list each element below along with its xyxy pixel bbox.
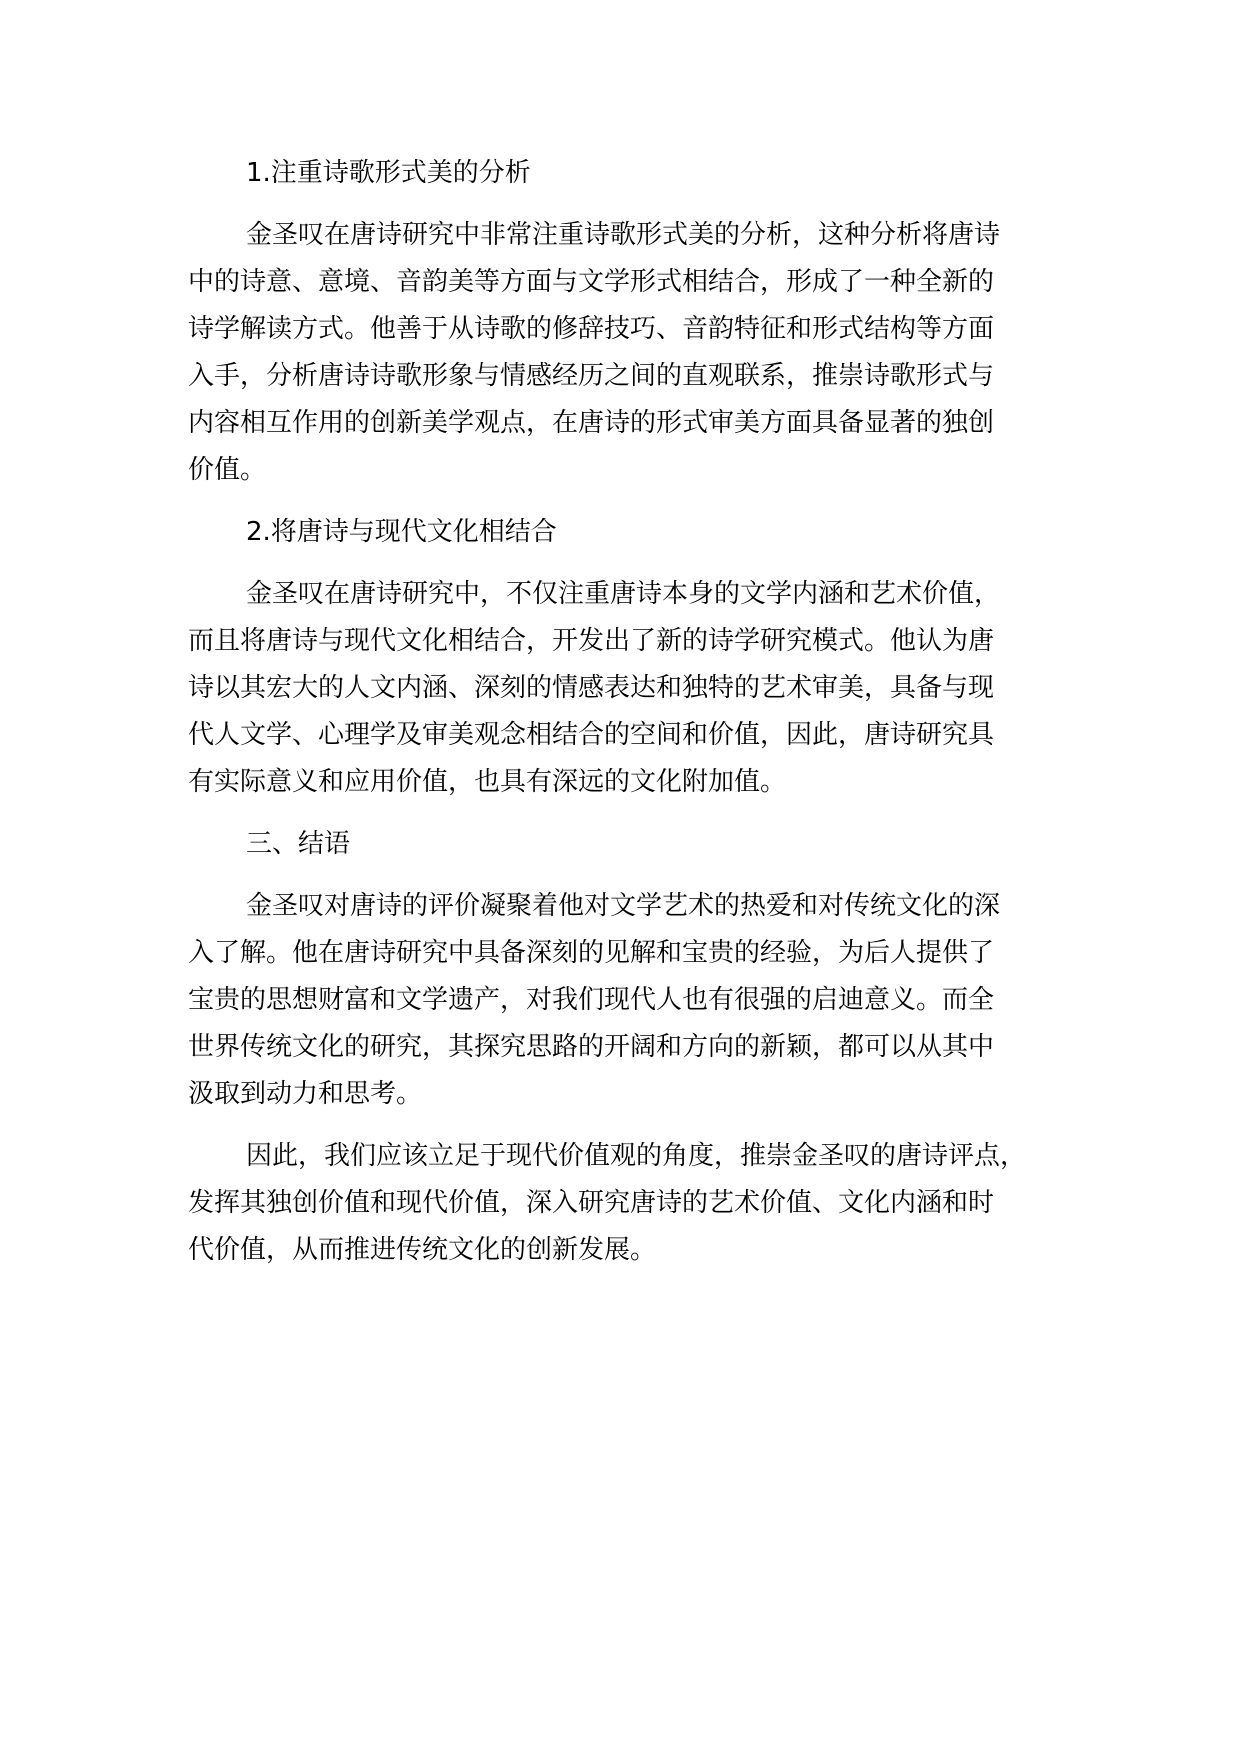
paragraph-line: 中的诗意、意境、音韵美等方面与文学形式相结合，形成了一种全新的 — [188, 267, 995, 297]
section-heading-conclusion: 三、结语 — [246, 829, 351, 859]
paragraph-line: 世界传统文化的研究，其探究思路的开阔和方向的新颖，都可以从其中 — [188, 1032, 995, 1062]
paragraph-line: 入手，分析唐诗诗歌形象与情感经历之间的直观联系，推崇诗歌形式与 — [188, 361, 995, 391]
paragraph-line: 金圣叹在唐诗研究中，不仅注重唐诗本身的文学内涵和艺术价值， — [246, 579, 1001, 609]
paragraph-line: 金圣叹对唐诗的评价凝聚着他对文学艺术的热爱和对传统文化的深 — [246, 891, 1001, 921]
paragraph-line: 诗学解读方式。他善于从诗歌的修辞技巧、音韵特征和形式结构等方面 — [188, 314, 995, 344]
paragraph-line: 因此，我们应该立足于现代价值观的角度，推崇金圣叹的唐诗评点， — [246, 1141, 1027, 1171]
paragraph-1 — [188, 212, 1048, 494]
paragraph-line: 而且将唐诗与现代文化相结合，开发出了新的诗学研究模式。他认为唐 — [188, 626, 995, 656]
paragraph-line: 入了解。他在唐诗研究中具备深刻的见解和宝贵的经验，为后人提供了 — [188, 938, 995, 968]
paragraph-3 — [188, 883, 1048, 1118]
section-heading-1: 1.注重诗歌形式美的分析 — [246, 158, 531, 188]
paragraph-line: 宝贵的思想财富和文学遗产，对我们现代人也有很强的启迪意义。而全 — [188, 985, 995, 1015]
paragraph-line: 价值。 — [188, 455, 267, 485]
paragraph-line: 金圣叹在唐诗研究中非常注重诗歌形式美的分析，这种分析将唐诗 — [246, 220, 1001, 250]
paragraph-2 — [188, 571, 1048, 806]
document-body — [188, 150, 1048, 1289]
paragraph-line: 汲取到动力和思考。 — [188, 1079, 423, 1109]
paragraph-line: 有实际意义和应用价值，也具有深远的文化附加值。 — [188, 767, 787, 797]
paragraph-line: 发挥其独创价值和现代价值，深入研究唐诗的艺术价值、文化内涵和时 — [188, 1188, 995, 1218]
paragraph-line: 内容相互作用的创新美学观点，在唐诗的形式审美方面具备显著的独创 — [188, 408, 995, 438]
paragraph-4 — [188, 1133, 1048, 1274]
paragraph-line: 代人文学、心理学及审美观念相结合的空间和价值，因此，唐诗研究具 — [188, 720, 995, 750]
section-heading-2: 2.将唐诗与现代文化相结合 — [246, 517, 557, 547]
paragraph-line: 诗以其宏大的人文内涵、深刻的情感表达和独特的艺术审美，具备与现 — [188, 673, 995, 703]
paragraph-line: 代价值，从而推进传统文化的创新发展。 — [188, 1235, 657, 1265]
